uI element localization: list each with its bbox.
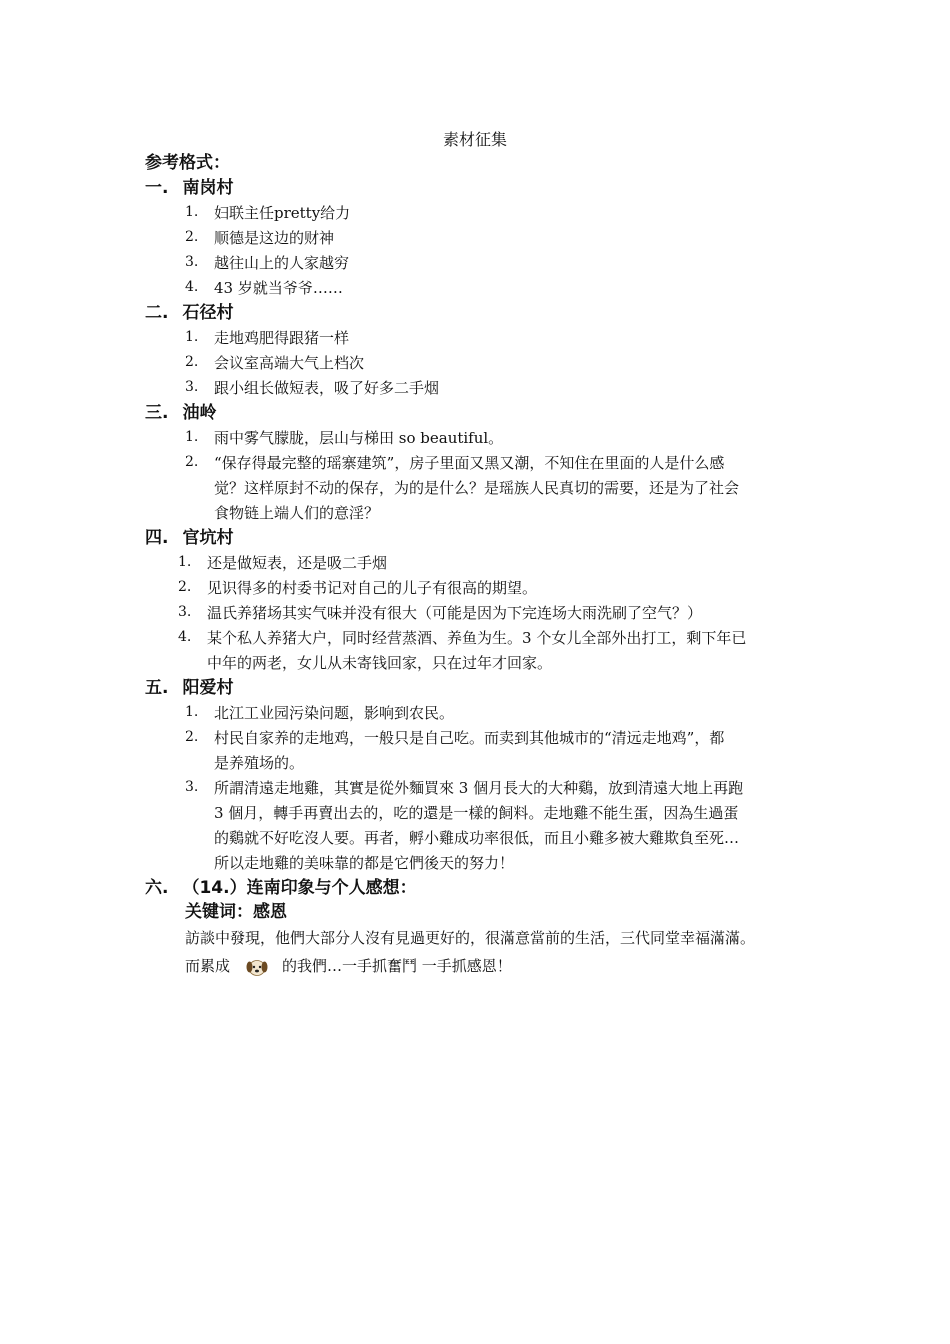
list-number: 2.	[185, 229, 199, 245]
section-name: （14.）连南印象与个人感想：	[182, 878, 417, 898]
section-number: 四.	[145, 528, 169, 548]
list-item-continuation: 觉？这样原封不动的保存，为的是什么？是瑶族人民真切的需要，还是为了社会	[214, 479, 740, 497]
section-heading-6	[145, 877, 417, 899]
paragraph: 訪談中發現，他們大部分人沒有見過更好的，很滿意當前的生活，三代同堂幸福滿滿。	[185, 929, 756, 947]
list-item-continuation: 食物链上端人们的意淫？	[214, 504, 380, 522]
list-item: 温氏养猪场其实气味并没有很大（可能是因为下完连场大雨洗刷了空气？）	[207, 604, 703, 622]
paragraph	[185, 955, 512, 977]
paragraph-text: 而累成	[185, 957, 231, 975]
list-item: 越往山上的人家越穷	[214, 254, 350, 272]
list-number: 3.	[185, 379, 199, 395]
section-heading-2	[145, 302, 233, 324]
list-number: 2.	[185, 454, 199, 470]
list-number: 2.	[178, 579, 192, 595]
section-number: 一.	[145, 178, 169, 198]
list-item: 见识得多的村委书记对自己的儿子有很高的期望。	[207, 579, 538, 597]
list-number: 1.	[185, 704, 199, 720]
list-item: 妇联主任pretty给力	[214, 204, 351, 222]
list-number: 4.	[185, 279, 199, 295]
list-number: 1.	[185, 204, 199, 220]
section-name: 油岭	[182, 403, 217, 423]
paragraph-text: 的我們…一手抓奮鬥 一手抓感恩！	[282, 957, 512, 975]
list-item: 北江工业园污染问题，影响到农民。	[214, 704, 455, 722]
section-name: 南岗村	[182, 178, 234, 198]
section-heading-3	[145, 402, 216, 424]
document-title: 素材征集	[442, 130, 507, 149]
list-item-continuation: 的鷄就不好吃沒人要。再者，孵小雞成功率很低，而且小雞多被大雞欺負至死…	[214, 829, 740, 847]
list-number: 3.	[185, 779, 199, 795]
list-item: 村民自家养的走地鸡，一般只是自己吃。而卖到其他城市的“清远走地鸡”，都	[214, 729, 725, 747]
section-number: 二.	[145, 303, 169, 323]
list-item: 还是做短表，还是吸二手烟	[207, 554, 388, 572]
list-item: 43 岁就当爷爷……	[214, 279, 343, 297]
section-heading-4	[145, 527, 233, 549]
section-heading-5	[145, 677, 233, 699]
list-item-continuation: 3 個月，轉手再賣出去的，吃的還是一樣的飼料。走地雞不能生蛋，因為生過蛋	[214, 804, 739, 822]
list-item-continuation: 中年的两老，女儿从未寄钱回家，只在过年才回家。	[207, 654, 553, 672]
list-item: 走地鸡肥得跟猪一样	[214, 329, 350, 347]
section-number: 三.	[145, 403, 169, 423]
list-number: 2.	[185, 354, 199, 370]
list-item: 雨中雾气朦胧，层山与梯田 so beautiful。	[214, 429, 504, 447]
list-number: 1.	[178, 554, 192, 570]
section-name: 阳爱村	[182, 678, 234, 698]
section-heading-1	[145, 177, 233, 199]
format-label: 参考格式：	[145, 153, 230, 173]
list-number: 1.	[185, 429, 199, 445]
list-item: 会议室高端大气上档次	[214, 354, 365, 372]
list-item: 所謂清遠走地雞，其實是從外麵買來 3 個月長大的大种鷄，放到清遠大地上再跑	[214, 779, 744, 797]
list-item: 某个私人养猪大户，同时经营蒸酒、养鱼为生。3 个女儿全部外出打工，剩下年已	[207, 629, 747, 647]
list-number: 1.	[185, 329, 199, 345]
keyword-line: 关键词：感恩	[185, 902, 287, 922]
list-number: 3.	[185, 254, 199, 270]
list-number: 4.	[178, 629, 192, 645]
list-item-continuation: 是养殖场的。	[214, 754, 305, 772]
puppy-dog-icon	[246, 957, 268, 977]
list-item: “保存得最完整的瑶寨建筑”，房子里面又黑又潮，不知住在里面的人是什么感	[214, 454, 725, 472]
list-number: 2.	[185, 729, 199, 745]
list-item-continuation: 所以走地雞的美味靠的都是它們後天的努力！	[214, 854, 515, 872]
section-name: 石径村	[182, 303, 234, 323]
section-number: 五.	[145, 678, 169, 698]
list-number: 3.	[178, 604, 192, 620]
list-item: 跟小组长做短表，吸了好多二手烟	[214, 379, 440, 397]
section-name: 官坑村	[182, 528, 234, 548]
list-item: 顺德是这边的财神	[214, 229, 335, 247]
section-number: 六.	[145, 878, 169, 898]
